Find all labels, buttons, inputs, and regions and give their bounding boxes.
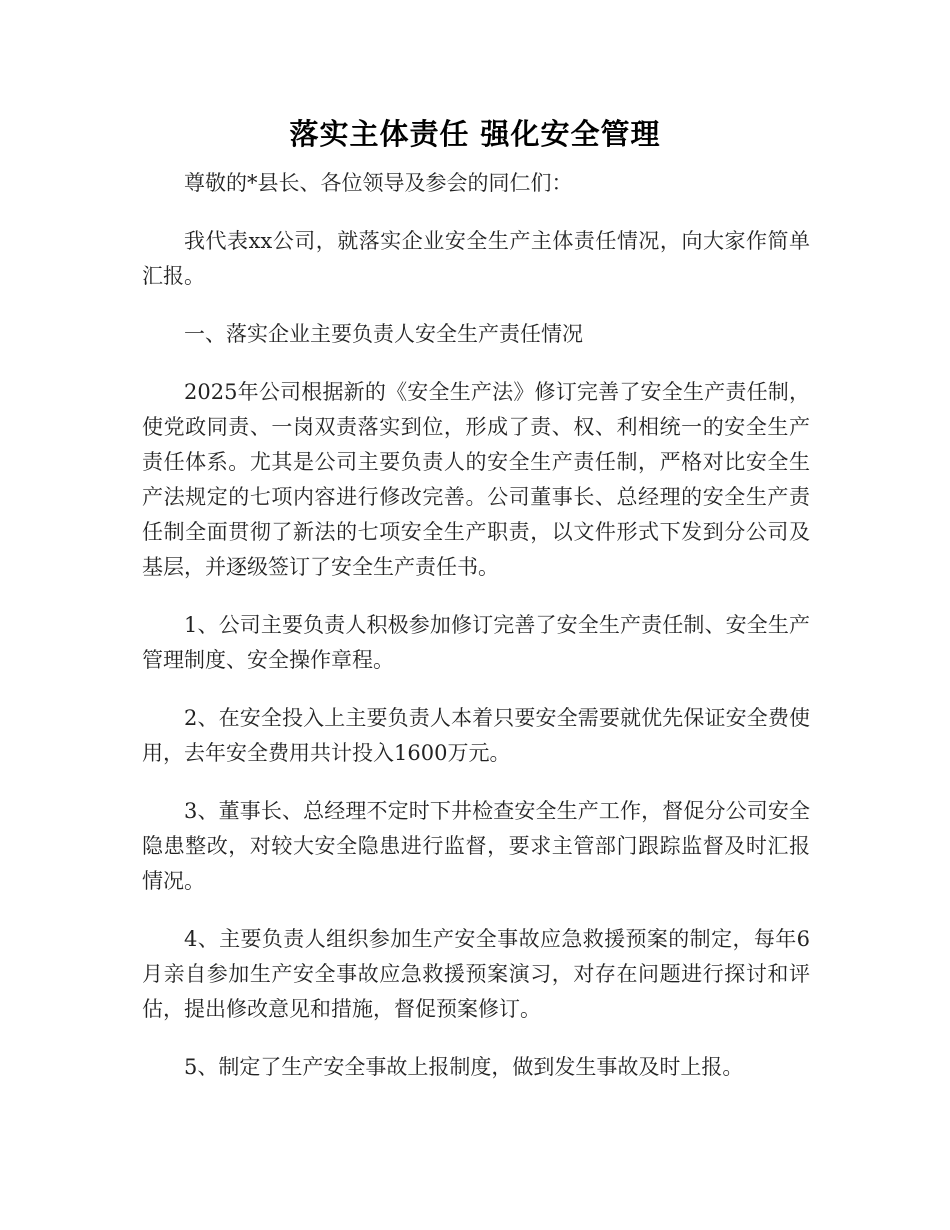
list-item-3: 3、董事长、总经理不定时下井检查安全生产工作，督促分公司安全隐患整改，对较大安全隐患进行监督，要求主管部门跟踪监督及时汇报情况。 (142, 799, 810, 893)
document-title: 落实主体责任 强化安全管理 (289, 117, 661, 151)
paragraph-intro: 我代表xx公司，就落实企业安全生产主体责任情况，向大家作简单汇报。 (142, 229, 810, 288)
document-body (142, 166, 810, 1108)
list-item-2: 2、在安全投入上主要负责人本着只要安全需要就优先保证安全费使用，去年安全费用共计投入1600万元。 (142, 706, 810, 765)
paragraph-salutation: 尊敬的*县长、各位领导及参会的同仁们： (184, 171, 573, 195)
section-heading: 一、落实企业主要负责人安全生产责任情况 (184, 322, 583, 346)
list-item-5: 5、制定了生产安全事故上报制度，做到发生事故及时上报。 (184, 1055, 744, 1079)
paragraph-responsibility-system: 2025年公司根据新的《安全生产法》修订完善了安全生产责任制，使党政同责、一岗双责落实到位，形成了责、权、利相统一的安全生产责任体系。尤其是公司主要负责人的安全生产责任制，严格对比安全生产法规定的七项内容进行修改完善。公司董事长、总经理的安全生产责任制全面贯彻了新法的七项安全生产职责，以文件形式下发到分公司及基层，并逐级签订了安全生产责任书。 (142, 380, 810, 579)
list-item-4: 4、主要负责人组织参加生产安全事故应急救援预案的制定，每年6月亲自参加生产安全事故应急救援预案演习，对存在问题进行探讨和评估，提出修改意见和措施，督促预案修订。 (142, 927, 810, 1021)
list-item-1: 1、公司主要负责人积极参加修订完善了安全生产责任制、安全生产管理制度、安全操作章程。 (142, 613, 810, 672)
